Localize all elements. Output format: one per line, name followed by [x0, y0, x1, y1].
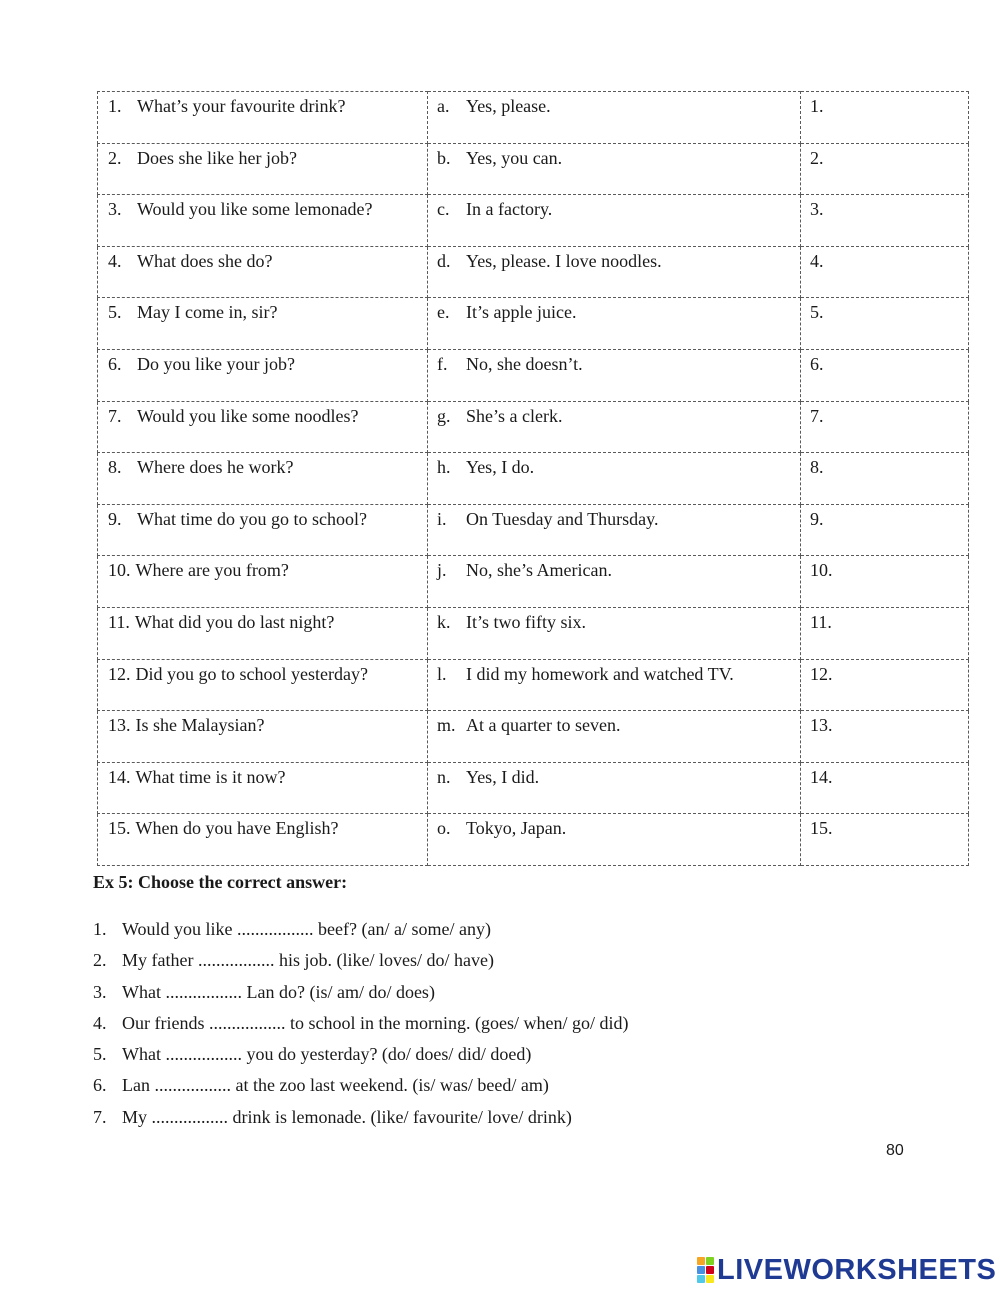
question-number: 15. [108, 818, 131, 839]
table-row [98, 814, 969, 866]
list-item [93, 1073, 628, 1104]
answer-text: On Tuesday and Thursday. [466, 508, 659, 529]
answer-letter: m. [437, 715, 456, 736]
blank-number: 13. [810, 715, 833, 736]
answer-text: It’s two fifty six. [466, 611, 586, 632]
answer-cell [428, 401, 801, 453]
question-text: Would you like some noodles? [137, 405, 359, 426]
table-row [98, 349, 969, 401]
question-number: 4. [108, 250, 122, 271]
question-number: 8. [108, 457, 122, 478]
answer-text: It’s apple juice. [466, 302, 577, 323]
list-item [93, 917, 628, 948]
answer-text: Yes, I did. [466, 766, 540, 787]
question-cell [98, 92, 428, 144]
question-number: 6. [108, 353, 122, 374]
blank-number: 6. [810, 353, 824, 374]
question-cell [98, 762, 428, 814]
table-row [98, 143, 969, 195]
question-cell [98, 556, 428, 608]
question-cell [98, 453, 428, 505]
answer-text: In a factory. [466, 199, 553, 220]
answer-blank-cell[interactable] [801, 453, 969, 505]
table-row [98, 453, 969, 505]
answer-letter: h. [437, 457, 451, 478]
question-cell [98, 195, 428, 247]
question-cell [98, 298, 428, 350]
item-text: Lan ................. at the zoo last weekend. (is/ was/ beed/ am) [122, 1075, 549, 1096]
answer-text: Yes, please. I love noodles. [466, 250, 662, 271]
answer-blank-cell[interactable] [801, 711, 969, 763]
item-text: My father ................. his job. (like/ loves/ do/ have) [122, 950, 494, 971]
answer-cell [428, 92, 801, 144]
question-number: 7. [108, 405, 122, 426]
answer-letter: k. [437, 611, 451, 632]
answer-cell [428, 762, 801, 814]
exercise-5-list [93, 917, 628, 1136]
exercise-5-title: Ex 5: Choose the correct answer: [93, 872, 348, 892]
question-number: 1. [108, 96, 122, 116]
table-row [98, 246, 969, 298]
answer-text: No, she doesn’t. [466, 353, 583, 374]
question-number: 9. [108, 508, 122, 529]
blank-number: 10. [810, 560, 833, 581]
blank-number: 14. [810, 766, 833, 787]
answer-blank-cell[interactable] [801, 92, 969, 144]
table-row [98, 711, 969, 763]
item-text: Would you like ................. beef? (an/ a/ some/ any) [122, 919, 491, 939]
answer-letter: d. [437, 250, 451, 271]
answer-letter: g. [437, 405, 451, 426]
logo-block [706, 1257, 714, 1265]
blank-number: 3. [810, 199, 824, 220]
answer-blank-cell[interactable] [801, 814, 969, 866]
question-text: Where does he work? [137, 457, 294, 478]
table-row [98, 607, 969, 659]
answer-blank-cell[interactable] [801, 298, 969, 350]
blank-number: 1. [810, 96, 824, 116]
item-number: 4. [93, 1012, 107, 1033]
question-number: 12. [108, 663, 131, 684]
question-number: 5. [108, 302, 122, 323]
table-row [98, 195, 969, 247]
question-number: 10. [108, 560, 131, 581]
blank-number: 9. [810, 508, 824, 529]
question-cell [98, 246, 428, 298]
question-cell [98, 659, 428, 711]
blank-number: 7. [810, 405, 824, 426]
item-number: 1. [93, 919, 107, 939]
logo-blocks-icon [697, 1257, 714, 1283]
answer-cell [428, 246, 801, 298]
list-item [93, 980, 628, 1011]
answer-text: Yes, you can. [466, 147, 563, 168]
blank-number: 11. [810, 611, 832, 632]
answer-blank-cell[interactable] [801, 659, 969, 711]
answer-letter: n. [437, 766, 451, 787]
answer-cell [428, 814, 801, 866]
answer-text: She’s a clerk. [466, 405, 563, 426]
question-text: What time do you go to school? [137, 508, 367, 529]
answer-text: At a quarter to seven. [466, 715, 621, 736]
blank-number: 4. [810, 250, 824, 271]
question-cell [98, 143, 428, 195]
logo-block [706, 1275, 714, 1283]
answer-letter: b. [437, 147, 451, 168]
logo-block [697, 1266, 705, 1274]
question-text: Do you like your job? [137, 353, 295, 374]
blank-number: 8. [810, 457, 824, 478]
table-row [98, 659, 969, 711]
logo-block [697, 1257, 705, 1265]
answer-blank-cell[interactable] [801, 195, 969, 247]
answer-cell [428, 711, 801, 763]
item-number: 7. [93, 1106, 107, 1127]
answer-blank-cell[interactable] [801, 556, 969, 608]
table-row [98, 504, 969, 556]
question-text: Where are you from? [135, 560, 289, 581]
answer-blank-cell[interactable] [801, 401, 969, 453]
list-item [93, 1105, 628, 1136]
question-number: 11. [108, 611, 130, 632]
item-text: What ................. Lan do? (is/ am/ do/ does) [122, 981, 435, 1002]
answer-blank-cell[interactable] [801, 762, 969, 814]
answer-letter: e. [437, 302, 450, 323]
question-text: Did you go to school yesterday? [135, 663, 368, 684]
blank-number: 5. [810, 302, 824, 323]
item-text: What ................. you do yesterday? (do/ does/ did/ doed) [122, 1044, 532, 1065]
answer-letter: i. [437, 508, 447, 529]
blank-number: 2. [810, 147, 824, 168]
answer-blank-cell[interactable] [801, 504, 969, 556]
answer-text: Yes, I do. [466, 457, 535, 478]
answer-letter: l. [437, 663, 447, 684]
question-text: What did you do last night? [134, 611, 335, 632]
question-cell [98, 814, 428, 866]
blank-number: 12. [810, 663, 833, 684]
blank-number: 15. [810, 818, 833, 839]
answer-letter: o. [437, 818, 451, 839]
question-number: 2. [108, 147, 122, 168]
answer-cell [428, 556, 801, 608]
question-cell [98, 401, 428, 453]
logo-block [706, 1266, 714, 1274]
question-text: May I come in, sir? [137, 302, 278, 323]
liveworksheets-logo [697, 1255, 996, 1285]
logo-block [697, 1275, 705, 1283]
question-number: 3. [108, 199, 122, 220]
item-number: 3. [93, 981, 107, 1002]
answer-cell [428, 453, 801, 505]
question-number: 13. [108, 715, 131, 736]
answer-blank-cell[interactable] [801, 246, 969, 298]
table-row [98, 92, 969, 144]
answer-cell [428, 504, 801, 556]
answer-letter: j. [437, 560, 447, 581]
list-item [93, 948, 628, 979]
item-number: 6. [93, 1075, 107, 1096]
answer-text: I did my homework and watched TV. [466, 663, 734, 684]
question-text: What’s your favourite drink? [137, 96, 346, 116]
answer-letter: c. [437, 199, 450, 220]
table-row [98, 556, 969, 608]
item-text: Our friends ................. to school in the morning. (goes/ when/ go/ did) [122, 1012, 629, 1033]
item-text: My ................. drink is lemonade. (like/ favourite/ love/ drink) [122, 1106, 572, 1127]
answer-letter: f. [437, 353, 448, 374]
answer-cell [428, 607, 801, 659]
page-number: 80 [886, 1142, 904, 1159]
matching-table-body [98, 92, 969, 866]
answer-cell [428, 143, 801, 195]
item-number: 2. [93, 950, 107, 971]
answer-blank-cell[interactable] [801, 349, 969, 401]
answer-cell [428, 195, 801, 247]
table-row [98, 401, 969, 453]
item-number: 5. [93, 1044, 107, 1065]
question-cell [98, 349, 428, 401]
list-item [93, 1011, 628, 1042]
answer-cell [428, 659, 801, 711]
answer-blank-cell[interactable] [801, 143, 969, 195]
question-text: Does she like her job? [137, 147, 297, 168]
answer-cell [428, 349, 801, 401]
question-text: What does she do? [137, 250, 273, 271]
answer-cell [428, 298, 801, 350]
question-cell [98, 711, 428, 763]
table-row [98, 762, 969, 814]
list-item [93, 1042, 628, 1073]
question-text: Would you like some lemonade? [137, 199, 373, 220]
answer-text: Tokyo, Japan. [466, 818, 567, 839]
answer-text: No, she’s American. [466, 560, 612, 581]
question-cell [98, 607, 428, 659]
table-row [98, 298, 969, 350]
answer-text: Yes, please. [466, 96, 551, 116]
question-cell [98, 504, 428, 556]
question-text: What time is it now? [135, 766, 286, 787]
brand-name: LIVEWORKSHEETS [717, 1254, 997, 1286]
question-text: Is she Malaysian? [135, 715, 265, 736]
question-number: 14. [108, 766, 131, 787]
question-text: When do you have English? [135, 818, 339, 839]
answer-blank-cell[interactable] [801, 607, 969, 659]
answer-letter: a. [437, 96, 450, 116]
matching-table [97, 91, 969, 866]
